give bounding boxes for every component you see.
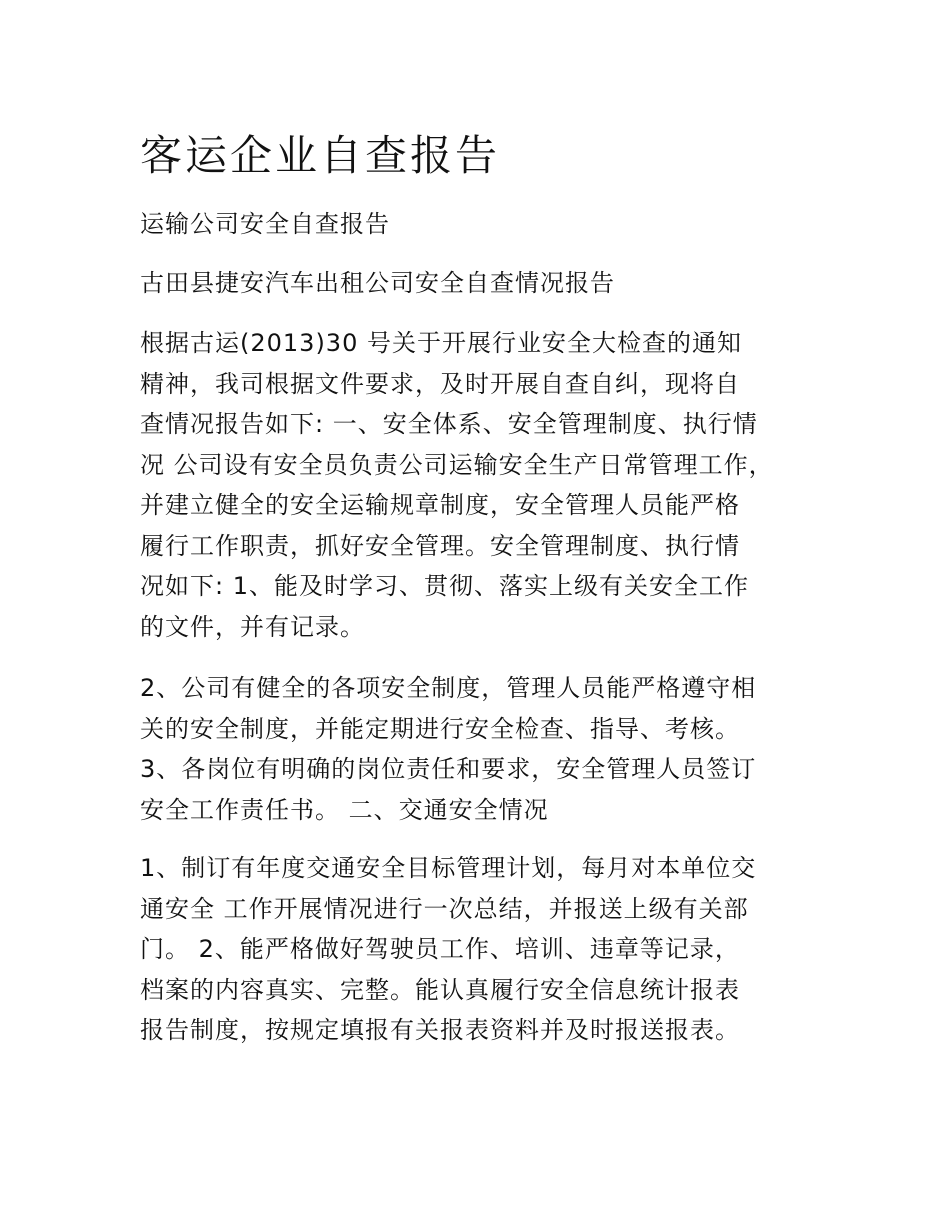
text-line: 的文件，并有记录。 bbox=[140, 612, 365, 641]
text-line: 履行工作职责，抓好安全管理。安全管理制度、执行情 bbox=[140, 531, 740, 560]
body-paragraph bbox=[140, 848, 820, 1051]
text-line: 关的安全制度，并能定期进行安全检查、指导、考核。 bbox=[140, 714, 740, 743]
text-line: 查情况报告如下: 一、安全体系、安全管理制度、执行情 bbox=[140, 410, 758, 438]
document-subtitle: 运输公司安全自查报告 bbox=[140, 210, 390, 238]
text-line: 2、公司有健全的各项安全制度，管理人员能严格遵守相 bbox=[140, 674, 757, 702]
text-line: 并建立健全的安全运输规章制度，安全管理人员能严格 bbox=[140, 491, 740, 519]
text-line: 况 公司设有安全员负责公司运输安全生产日常管理工作， bbox=[140, 450, 774, 479]
text-line: 通安全 工作开展情况进行一次总结，并报送上级有关部 bbox=[140, 894, 749, 923]
text-line: 门。 2、能严格做好驾驶员工作、培训、违章等记录， bbox=[140, 935, 740, 963]
body-paragraph bbox=[140, 668, 820, 830]
text-line: 根据古运(2013)30 号关于开展行业安全大检查的通知 bbox=[140, 329, 742, 357]
text-line: 档案的内容真实、完整。能认真履行安全信息统计报表 bbox=[140, 975, 740, 1004]
text-line: 安全工作责任书。 二、交通安全情况 bbox=[140, 795, 549, 824]
report-heading: 古田县捷安汽车出租公司安全自查情况报告 bbox=[140, 269, 615, 297]
body-paragraph bbox=[140, 323, 820, 647]
text-line: 报告制度，按规定填报有关报表资料并及时报送报表。 bbox=[140, 1016, 740, 1044]
text-line: 3、各岗位有明确的岗位责任和要求，安全管理人员签订 bbox=[140, 755, 757, 783]
document-title: 客运企业自查报告 bbox=[140, 131, 501, 180]
text-line: 精神，我司根据文件要求，及时开展自查自纠，现将自 bbox=[140, 369, 740, 398]
text-line: 况如下: 1、能及时学习、贯彻、落实上级有关安全工作 bbox=[140, 572, 749, 600]
text-line: 1、制订有年度交通安全目标管理计划，每月对本单位交 bbox=[140, 854, 757, 882]
